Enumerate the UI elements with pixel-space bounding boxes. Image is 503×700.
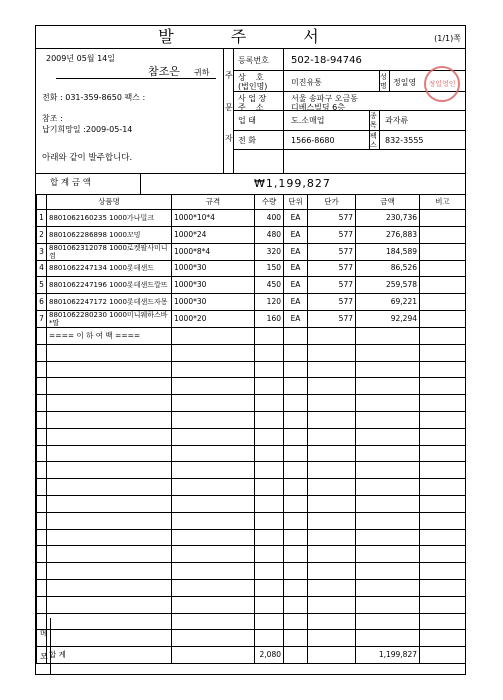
unit-price: 577 <box>308 310 356 327</box>
supplier-side-label-1: 주 <box>225 71 233 80</box>
order-date: 2009년 05월 14일 <box>46 54 115 63</box>
blank-row <box>37 495 466 512</box>
line-amount: 230,736 <box>356 210 420 227</box>
blank-row <box>37 596 466 613</box>
note <box>420 226 466 243</box>
header-qty: 수량 <box>255 195 284 210</box>
unit: EA <box>284 294 308 311</box>
line-amount: 276,883 <box>356 226 420 243</box>
memo-label-2: 모 <box>40 652 48 661</box>
memo-label-1: 메 <box>40 629 48 638</box>
delivery-date: 납기희망일 :2009-05-14 <box>42 125 133 134</box>
unit-price: 577 <box>308 210 356 227</box>
company-label: 상 호 (법인명) <box>238 73 268 91</box>
header-unit: 단위 <box>284 195 308 210</box>
quantity: 120 <box>255 294 284 311</box>
total-amount-label: 합 계 금 액 <box>50 178 91 188</box>
row-number: 4 <box>37 260 47 277</box>
blank-row <box>37 630 466 647</box>
reg-no-value: 502-18-94746 <box>291 55 362 66</box>
line-amount: 69,221 <box>356 294 420 311</box>
quantity: 320 <box>255 243 284 260</box>
unit: EA <box>284 226 308 243</box>
supplier-fax: 832-3555 <box>385 136 424 145</box>
footer-label: 합 계 <box>47 647 172 664</box>
note <box>420 277 466 294</box>
line-amount: 259,578 <box>356 277 420 294</box>
row-number: 5 <box>37 277 47 294</box>
quantity: 480 <box>255 226 284 243</box>
product-spec: 1000*8*4 <box>172 243 255 260</box>
supplier-side-label-2: 문 <box>225 103 233 112</box>
blank-row <box>37 395 466 412</box>
table-row <box>37 277 466 294</box>
unit: EA <box>284 260 308 277</box>
product-name: 8801062247134 1000롯데샌드 <box>47 260 172 277</box>
unit-price: 577 <box>308 226 356 243</box>
unit: EA <box>284 310 308 327</box>
line-amount: 92,294 <box>356 310 420 327</box>
product-spec: 1000*24 <box>172 226 255 243</box>
table-row <box>37 310 466 327</box>
header-amount: 금액 <box>356 195 420 210</box>
recipient-name: 참조은 <box>148 65 180 78</box>
blank-row <box>37 512 466 529</box>
table-header-row <box>37 195 466 210</box>
memo-divider <box>50 618 51 674</box>
table-row <box>37 327 466 344</box>
address-label: 사 업 장 주 소 <box>238 94 267 112</box>
line-amount: 184,589 <box>356 243 420 260</box>
representative-name: 정일영 <box>393 78 417 87</box>
company-seal: 정일영인 <box>424 66 460 102</box>
table-row <box>37 260 466 277</box>
table-footer-row <box>37 647 466 664</box>
product-spec: 1000*10*4 <box>172 210 255 227</box>
company-value: 미진유통 <box>291 78 322 87</box>
blank-row <box>37 563 466 580</box>
total-amount-value: ₩1,199,827 <box>254 177 331 190</box>
table-row <box>37 294 466 311</box>
product-name: 8801062280230 1000미니웨하스바*딸 <box>47 310 172 327</box>
business-type-label: 업 태 <box>238 116 256 125</box>
product-spec: 1000*30 <box>172 294 255 311</box>
row-number: 2 <box>37 226 47 243</box>
order-notice: 아래와 같이 발주합니다. <box>42 153 133 163</box>
unit-price: 577 <box>308 243 356 260</box>
blank-row <box>37 378 466 395</box>
product-spec: 1000*20 <box>172 310 255 327</box>
footer-qty: 2,080 <box>255 647 284 664</box>
product-spec: 1000*30 <box>172 277 255 294</box>
name-label: 성 명 <box>380 73 387 90</box>
address-value: 서울 송파구 오금동 디베스빌딩 6층 <box>291 94 358 112</box>
row-number: 1 <box>37 210 47 227</box>
header-spec: 규격 <box>172 195 255 210</box>
end-marker: ==== 이 하 여 백 ==== <box>47 327 172 344</box>
row-number: 7 <box>37 310 47 327</box>
supplier-side-label-3: 자 <box>225 134 233 143</box>
note <box>420 260 466 277</box>
line-amount: 86,526 <box>356 260 420 277</box>
note <box>420 210 466 227</box>
header-product-name: 상품명 <box>47 195 172 210</box>
blank-row <box>37 462 466 479</box>
product-name: 8801062312078 1000로켓팔사미니껌 <box>47 243 172 260</box>
product-name: 8801062286898 1000꼬밍 <box>47 226 172 243</box>
note <box>420 294 466 311</box>
blank-row <box>37 411 466 428</box>
row-number: 6 <box>37 294 47 311</box>
row-number: 3 <box>37 243 47 260</box>
note <box>420 243 466 260</box>
reg-no-label: 등록번호 <box>238 56 269 65</box>
unit: EA <box>284 277 308 294</box>
unit: EA <box>284 243 308 260</box>
product-name: 8801062247196 1000롯데샌드깔뜨 <box>47 277 172 294</box>
recipient-honorific: 귀하 <box>194 68 210 77</box>
blank-row <box>37 579 466 596</box>
buyer-phone: 전화 : 031-359-8650 팩스 : <box>42 93 146 102</box>
product-spec: 1000*30 <box>172 260 255 277</box>
document-title: 발 주 서 <box>158 27 345 46</box>
blank-row <box>37 546 466 563</box>
quantity: 150 <box>255 260 284 277</box>
blank-row <box>37 613 466 630</box>
blank-row <box>37 479 466 496</box>
phone-label: 전 화 <box>238 136 256 145</box>
blank-row <box>37 344 466 361</box>
note <box>420 310 466 327</box>
unit-price: 577 <box>308 294 356 311</box>
quantity: 450 <box>255 277 284 294</box>
product-name: 8801062247172 1000롯데샌드자몽 <box>47 294 172 311</box>
unit: EA <box>284 210 308 227</box>
blank-row <box>37 529 466 546</box>
blank-row <box>37 445 466 462</box>
unit-price: 577 <box>308 260 356 277</box>
quantity: 400 <box>255 210 284 227</box>
buyer-reference: 참조 : <box>42 114 63 123</box>
fax-label: 팩 스 <box>370 132 377 149</box>
footer-amount: 1,199,827 <box>356 647 420 664</box>
items-table <box>36 194 466 664</box>
unit-price: 577 <box>308 277 356 294</box>
table-row <box>37 226 466 243</box>
blank-row <box>37 361 466 378</box>
header-price: 단가 <box>308 195 356 210</box>
quantity: 160 <box>255 310 284 327</box>
header-note: 비고 <box>420 195 466 210</box>
business-type-value: 도.소매업 <box>291 116 325 125</box>
supplier-phone: 1566-8680 <box>291 136 335 145</box>
item-value: 과자류 <box>385 116 409 125</box>
page-indicator: (1/1)쪽 <box>434 34 461 43</box>
header-no <box>37 195 47 210</box>
table-row <box>37 210 466 227</box>
product-name: 8801062160235 1000가나밀크 <box>47 210 172 227</box>
purchase-order-form <box>35 25 466 675</box>
blank-row <box>37 428 466 445</box>
table-row <box>37 243 466 260</box>
item-label: 종 목 <box>370 112 377 129</box>
